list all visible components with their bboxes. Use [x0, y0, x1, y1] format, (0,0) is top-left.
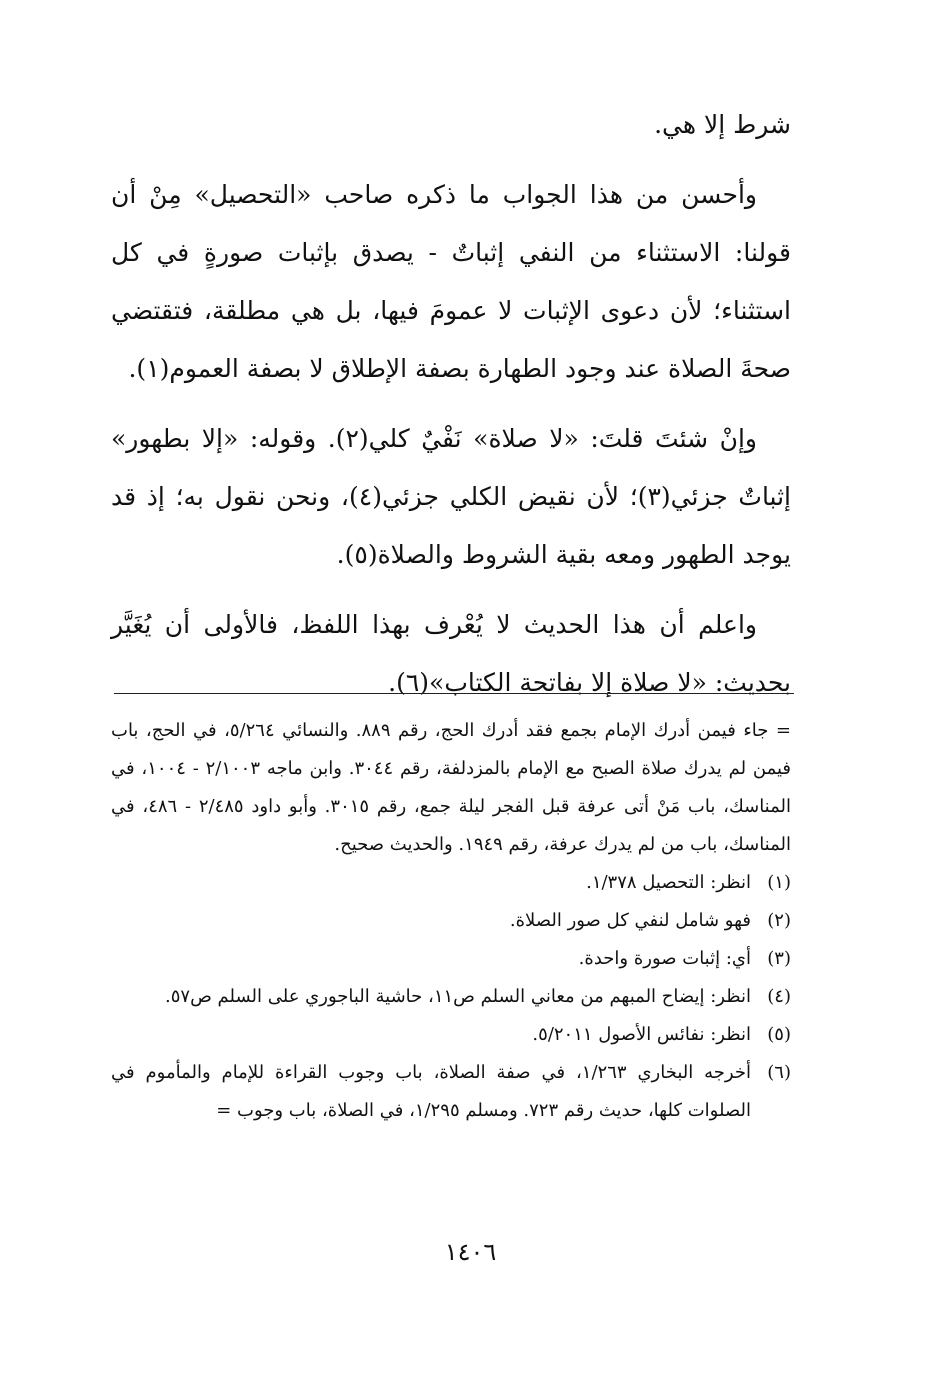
footnote-number: (٣) [767, 948, 791, 969]
paragraph-2: وأحسن من هذا الجواب ما ذكره صاحب «التحصيل» مِنْ أن قولنا: الاستثناء من النفي إثباتٌ - يصدق بإثبات صورةٍ في كل استثناء؛ لأن دعوى الإثبات لا عمومَ فيها، بل هي مطلقة، فتقتضي صحةَ الصلاة عند وجود الطهارة بصفة الإطلاق لا بصفة العموم(١). [111, 180, 791, 383]
footnote-6 [111, 1054, 791, 1130]
footnote-text: انظر: نفائس الأصول ٥/٢٠١١. [532, 1024, 751, 1045]
footnote-text: فهو شامل لنفي كل صور الصلاة. [509, 910, 751, 931]
footnote-1 [111, 864, 791, 902]
footnote-text: انظر: إيضاح المبهم من معاني السلم ص١١، حاشية الباجوري على السلم ص٥٧. [164, 986, 751, 1007]
footnote-4 [111, 978, 791, 1016]
footnote-text: أي: إثبات صورة واحدة. [578, 948, 751, 969]
footnote-text: أخرجه البخاري ١/٢٦٣، في صفة الصلاة، باب وجوب القراءة للإمام والمأموم في الصلوات كلها، حديث رقم ٧٢٣. ومسلم ١/٢٩٥، في الصلاة، باب وجوب = [111, 1062, 751, 1121]
footnote-text: انظر: التحصيل ١/٣٧٨. [586, 872, 751, 893]
footnote-3 [111, 940, 791, 978]
footnote-number: (٥) [767, 1024, 791, 1045]
footnote-separator [114, 693, 794, 694]
paragraph-1: شرط إلا هي. [654, 110, 791, 139]
footnote-5 [111, 1016, 791, 1054]
paragraph-3: وإنْ شئتَ قلتَ: «لا صلاة» نَفْيٌ كلي(٢). وقوله: «إلا بطهور» إثباتٌ جزئي(٣)؛ لأن نقيض الكلي جزئي(٤)، ونحن نقول به؛ إذ قد يوجد الطهور ومعه بقية الشروط والصلاة(٥). [111, 424, 792, 569]
footnote-number: (١) [767, 872, 791, 893]
page-number: ١٤٠٦ [444, 1238, 497, 1266]
paragraph-4: واعلم أن هذا الحديث لا يُعْرف بهذا اللفظ، فالأولى أن يُغَيَّر بحديث: «لا صلاة إلا بفاتحة الكتاب»(٦). [111, 610, 791, 697]
footnotes-section [111, 712, 791, 1130]
footnote-number: (٤) [767, 986, 791, 1007]
footnote-continuation: = جاء فيمن أدرك الإمام بجمع فقد أدرك الحج، رقم ٨٨٩. والنسائي ٥/٢٦٤، في الحج، باب فيمن لم يدرك صلاة الصبح مع الإمام بالمزدلفة، رقم ٣٠٤٤. وابن ماجه ٢/١٠٠٣ - ١٠٠٤، في المناسك، باب مَنْ أتى عرفة قبل الفجر ليلة جمع، رقم ٣٠١٥. وأبو داود ٢/٤٨٥ - ٤٨٦، في المناسك، باب من لم يدرك عرفة، رقم ١٩٤٩. والحديث صحيح. [111, 720, 792, 855]
footnote-2 [111, 902, 791, 940]
main-text [111, 96, 791, 712]
footnote-number: (٢) [767, 910, 791, 931]
footnote-number: (٦) [767, 1062, 791, 1083]
